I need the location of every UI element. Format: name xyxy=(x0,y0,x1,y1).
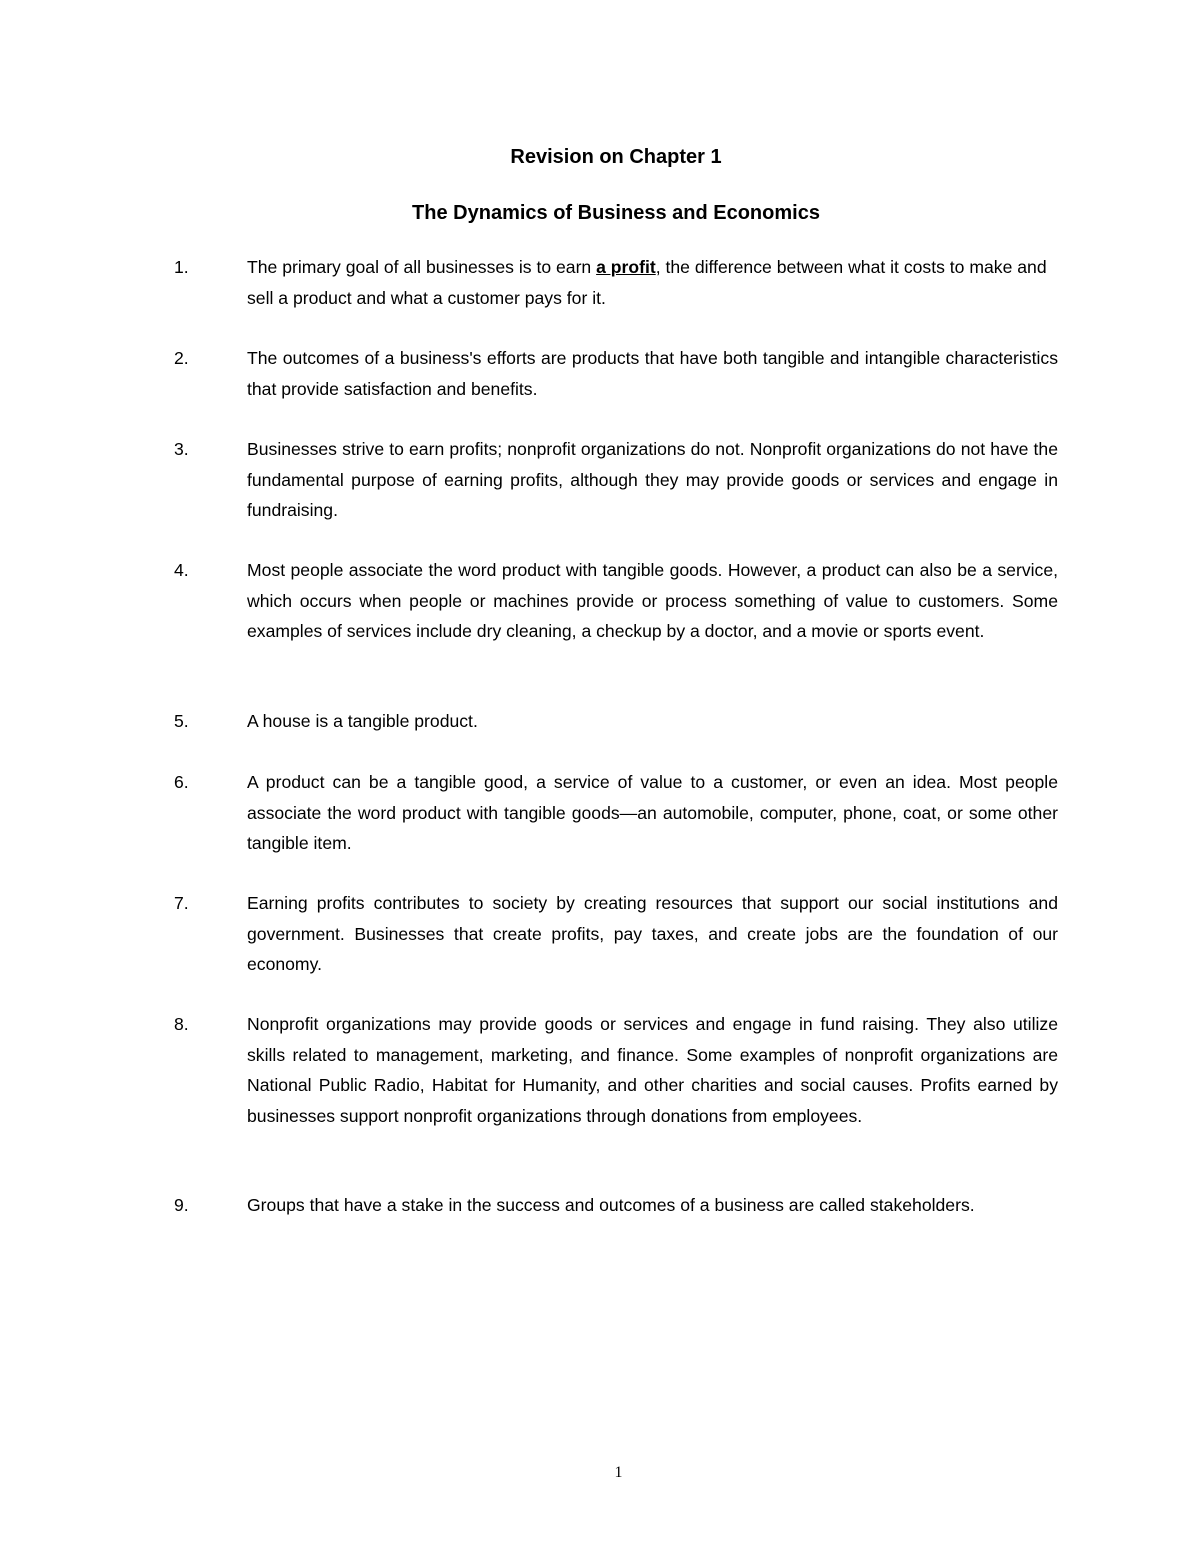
item-number: 5. xyxy=(174,711,189,731)
item-number: 3. xyxy=(174,439,189,459)
item-number: 9. xyxy=(174,1195,189,1215)
document-subtitle: The Dynamics of Business and Economics xyxy=(412,202,820,224)
item-text: Businesses strive to earn profits; nonprofit organizations do not. Nonprofit organizations do not have the fundamental purpose of earning profits, although they may provide goods or services and engage in fundraising. xyxy=(247,439,1058,520)
key-term-profit: a profit xyxy=(596,257,656,277)
item-text: Most people associate the word product with tangible goods. However, a product can also be a service, which occurs when people or machines provide or process something of value to customers. Some examples of services include dry cleaning, a checkup by a doctor, and a movie or sports event. xyxy=(247,560,1058,641)
item-number: 1. xyxy=(174,257,189,277)
item-number: 8. xyxy=(174,1014,189,1034)
item-number: 7. xyxy=(174,893,189,913)
item-text: A product can be a tangible good, a service of value to a customer, or even an idea. Most people associate the word product with tangible goods—an automobile, computer, phone, coat, or some other tangible item. xyxy=(247,772,1058,853)
item-text: Groups that have a stake in the success and outcomes of a business are called stakeholders. xyxy=(247,1195,975,1215)
document-title: Revision on Chapter 1 xyxy=(510,146,722,168)
item-text: A house is a tangible product. xyxy=(247,711,478,731)
item-text: Earning profits contributes to society by creating resources that support our social institutions and government. Businesses that create profits, pay taxes, and create jobs are the foundation of our economy. xyxy=(247,893,1058,974)
item-text: Nonprofit organizations may provide goods or services and engage in fund raising. They also utilize skills related to management, marketing, and finance. Some examples of nonprofit organizations are National Public Radio, Habitat for Humanity, and other charities and social causes. Profits earned by businesses support nonprofit organizations through donations from employees. xyxy=(247,1014,1058,1126)
item-text: The outcomes of a business's efforts are products that have both tangible and intangible characteristics that provide satisfaction and benefits. xyxy=(247,348,1058,399)
item-text-after: , the difference between what it costs to make and sell a product and what a customer pays for it. xyxy=(247,257,1047,308)
item-number: 2. xyxy=(174,348,189,368)
page-number: 1 xyxy=(614,1464,623,1481)
item-text-before: The primary goal of all businesses is to earn xyxy=(247,257,597,277)
item-number: 6. xyxy=(174,772,189,792)
item-number: 4. xyxy=(174,560,189,580)
item-text xyxy=(247,252,1058,313)
